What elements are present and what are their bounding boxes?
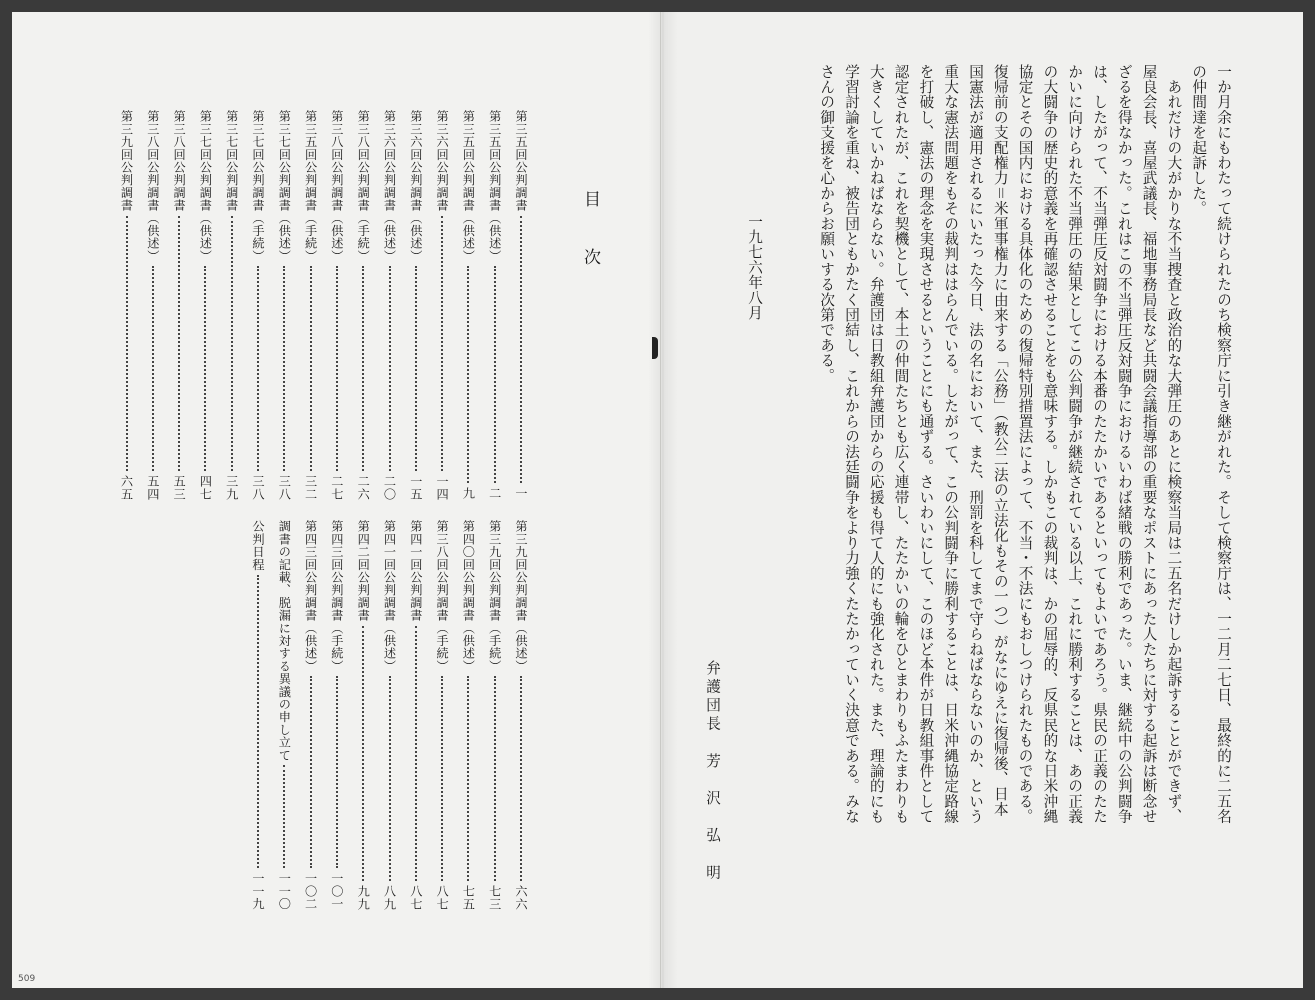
toc-entry-page: 九 (461, 487, 476, 500)
scanned-spread (12, 12, 1303, 988)
preface-signature: 弁護団長 芳 沢 弘 明 (704, 660, 721, 884)
toc-entry-page: 二七 (329, 474, 344, 500)
preface-line: さんの御支援を心からお願いする次第である。 (818, 64, 836, 384)
toc-entry-label: 第三八回公判調書（手続） (435, 520, 450, 673)
toc-leader-dots (494, 676, 497, 880)
toc-entry-page: 一一〇 (277, 871, 292, 910)
preface-line: かいに向けられた不当弾圧の結果としてこの公判闘争が継続されている以上、これに勝利することは、あの正義 (1066, 64, 1084, 824)
toc-entry-label: 第四三回公判調書（手続） (329, 520, 344, 673)
toc-entry-page: 四七 (198, 474, 213, 500)
toc-entry-page: 七五 (461, 884, 476, 910)
toc-entry-label: 第三八回公判調書（供述） (329, 110, 344, 263)
preface-date: 一九七六年八月 (746, 214, 763, 321)
toc-entry-label: 第三六回公判調書（供述） (408, 110, 423, 263)
toc-entry-page: 八七 (435, 884, 450, 910)
toc-entry-page: 八七 (408, 884, 423, 910)
toc-entry-label: 第三八回公判調書 (172, 110, 187, 212)
toc-leader-dots (467, 266, 470, 483)
toc-page (12, 12, 661, 988)
toc-entry-label: 第三九回公判調書（供述） (514, 520, 528, 673)
preface-line: 屋良会長、喜屋武議長、福地事務局長など共闘会議指導部の重要なポストにあった人たちに対する起訴は断念せ (1140, 64, 1158, 824)
toc-entry-label: 第四三回公判調書（供述） (303, 520, 318, 673)
toc-leader-dots (362, 266, 365, 470)
toc-leader-dots (362, 626, 365, 881)
toc-leader-dots (336, 266, 339, 470)
toc-leader-dots (336, 676, 339, 867)
preface-line: 復帰前の支配権力＝米軍事権力に由来する「公務」（教公二法の立法化もその一つ）がなにゆえに復帰後、日本 (991, 64, 1009, 817)
toc-entry-page: 二六 (356, 474, 371, 500)
toc-entry-page: 一五 (408, 474, 423, 500)
toc-entry-label: 第三五回公判調書（手続） (303, 110, 318, 263)
preface-line: を打破し、憲法の理念を実現させるということにも通ずる。さいわいにして、このほど本件が日教組事件として (917, 64, 935, 824)
preface-line: 大きくしていかねばならない。弁護団は日教組弁護団からの応援も得て人的にも強化された。また、理論的にも (867, 64, 885, 824)
toc-entry-page: 一〇一 (329, 871, 344, 910)
toc-entry-label: 第三七回公判調書（供述） (198, 110, 213, 263)
toc-leader-dots (152, 266, 155, 470)
scan-page-number: 509 (18, 974, 36, 984)
preface-line: 学習討論を重ね、被告団ともかたく団結し、これからの法廷闘争をより力強くたたかっていく決意である。みな (843, 64, 860, 824)
toc-entry-page: 一四 (435, 474, 450, 500)
toc-entry-label: 調書の記載、脱漏に対する異議の申し立て (277, 520, 292, 762)
toc-entry-page: 五三 (172, 474, 187, 500)
preface-line: 国憲法が適用されるにいたった今日、法の名において、また、刑罰を科してまで守らねばならないのか、という (967, 64, 984, 824)
toc-entry-label: 第三六回公判調書（供述） (382, 110, 397, 263)
preface-line: あれだけの大がかりな不当捜査と政治的な大弾圧のあとに検察当局は二五名だけしか起訴することができず、 (1165, 64, 1183, 824)
toc-leader-dots (494, 266, 497, 483)
toc-entry-page: 三九 (224, 474, 239, 500)
toc-entry-page: 八九 (382, 884, 397, 910)
preface-line: 協定とその国内における具体化のための復帰特別措置法によって、不当・不法にもおしつけられたものである。 (1016, 64, 1034, 824)
toc-entry-label: 第四一回公判調書（供述） (382, 520, 397, 673)
toc-entry-label: 第三七回公判調書（供述） (277, 110, 292, 263)
toc-leader-dots (283, 266, 286, 470)
preface-line: ざるを得なかった。これはこの不当弾圧反対闘争におけるいわば緒戦の勝利であった。いま、継続中の公判闘争 (1115, 64, 1133, 824)
gutter-shadow (648, 12, 678, 988)
toc-leader-dots (283, 765, 286, 868)
toc-entry-page: 三二 (303, 474, 318, 500)
toc-entry-label: 第三五回公判調書（供述） (461, 110, 476, 263)
toc-leader-dots (520, 216, 523, 484)
toc-entry-page: 五四 (145, 474, 160, 500)
toc-entry-label: 第三五回公判調書 (514, 110, 528, 212)
preface-line: の大闘争の歴史的意義を再確認させることをも意味する。しかもこの裁判は、かの屈辱的、反県民的な日米沖縄 (1041, 64, 1059, 824)
toc-entry-page: 二〇 (382, 474, 397, 500)
toc-leader-dots (126, 216, 129, 471)
toc-entry-label: 公判日程 (251, 520, 265, 571)
toc-leader-dots (310, 676, 313, 867)
toc-entry-label: 第三七回公判調書 (224, 110, 239, 212)
preface-line: 一か月余にもわたって続けられたのち検察庁に引き継がれた。そして検察庁は、一二月二七日、最終的に二五名 (1215, 64, 1232, 824)
toc-entry-page: 六六 (514, 884, 528, 910)
toc-leader-dots (178, 216, 181, 471)
preface-line: の仲間達を起訴した。 (1190, 64, 1208, 216)
toc-entry-page: 一〇二 (303, 871, 318, 910)
toc-leader-dots (231, 216, 234, 471)
preface-page (661, 12, 1303, 988)
toc-entry-page: 九九 (356, 884, 371, 910)
toc-entry-label: 第三八回公判調書（供述） (145, 110, 160, 263)
toc-entry-page: 一一九 (251, 871, 265, 910)
toc-leader-dots (389, 676, 392, 880)
toc-leader-dots (415, 626, 418, 881)
preface-line: 重大な憲法問題をもその裁判ははらんでいる。したがって、この公判闘争に勝利することは、日米沖縄協定路線 (942, 64, 960, 824)
toc-entry-label: 第三七回公判調書（手続） (251, 110, 265, 263)
toc-leader-dots (204, 266, 207, 470)
toc-entry-label: 第三八回公判調書（手続） (356, 110, 371, 263)
toc-entry-label: 第三五回公判調書（供述） (487, 110, 502, 263)
toc-entry-page: 二 (487, 487, 502, 500)
toc-leader-dots (257, 266, 260, 470)
toc-entry-page: 六五 (119, 474, 134, 500)
toc-leader-dots (257, 575, 260, 868)
toc-entry-label: 第四〇回公判調書（供述） (461, 520, 476, 673)
toc-entry-label: 第三九回公判調書 (119, 110, 134, 212)
toc-entry-label: 第三九回公判調書（手続） (487, 520, 502, 673)
toc-leader-dots (467, 676, 470, 880)
preface-line: 認定されたが、これを契機として、本土の仲間たちとも広く連帯し、たたかいの輪をひとまわりもふたまわりも (892, 64, 910, 824)
toc-entry-page: 一 (514, 487, 528, 500)
toc-leader-dots (520, 676, 523, 880)
preface-line: は、したがって、不当弾圧反対闘争における本番のたたかいであるといってもよいであろう。県民の正義のたた (1091, 64, 1108, 824)
toc-entry-page: 三八 (251, 474, 265, 500)
toc-leader-dots (441, 676, 444, 880)
toc-entry-page: 三八 (277, 474, 292, 500)
toc-entry-label: 第四二回公判調書 (356, 520, 371, 622)
toc-title: 目 次 (580, 190, 600, 277)
binding-mark (652, 337, 658, 359)
toc-leader-dots (441, 216, 444, 471)
toc-leader-dots (389, 266, 392, 470)
toc-entry-label: 第四一回公判調書 (408, 520, 423, 622)
toc-leader-dots (310, 266, 313, 470)
toc-entry-page: 七三 (487, 884, 502, 910)
toc-leader-dots (415, 266, 418, 470)
toc-entry-label: 第三六回公判調書 (435, 110, 450, 212)
